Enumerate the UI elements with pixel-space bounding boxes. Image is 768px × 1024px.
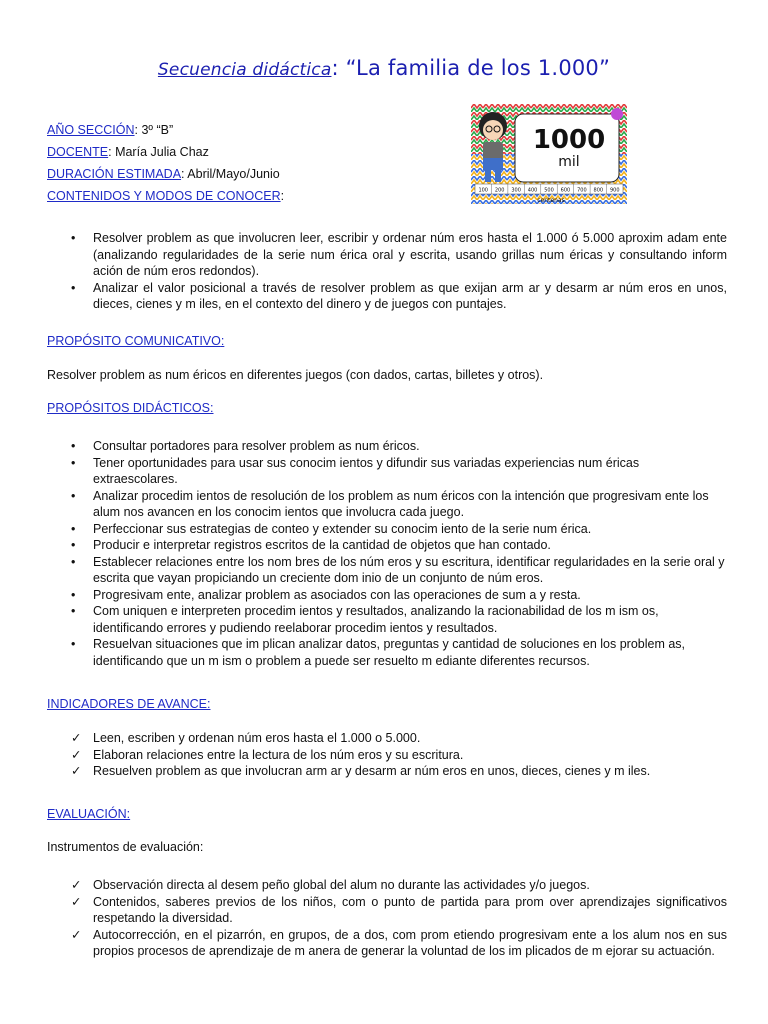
list-item <box>47 554 727 587</box>
badge-tick-label: 900 <box>610 187 620 194</box>
badge-tick-label: 300 <box>511 187 521 194</box>
checkmark-icon: ✓ <box>71 878 82 892</box>
list-item-text: Analizar el valor posicional a través de resolver problem as que exijan arm ar y desarm ar núm eros en unos, dieces, cienes y m iles, en el contexto del dinero y de juegos con puntajes. <box>93 280 727 311</box>
badge-tick-label: 100 <box>478 187 488 194</box>
flower-icon <box>611 108 623 120</box>
list-item <box>47 636 727 669</box>
list-item-text: Progresivam ente, analizar problem as asociados con las operaciones de sum a y resta. <box>93 587 581 602</box>
evaluacion-section <box>47 806 727 855</box>
list-item-text: Autocorrección, en el pizarrón, en grupos, de a dos, com prom etiendo progresivam ente a los alum nos en sus propios procesos de aprendizaje de m anera de generar la voluntad de los im plicados de m ejorar su actuación. <box>93 927 727 958</box>
info-label: DURACIÓN ESTIMADA <box>47 167 182 181</box>
page-title <box>0 56 768 80</box>
list-item <box>47 747 727 764</box>
indicadores-list <box>47 730 727 780</box>
bullet-icon: • <box>71 439 76 453</box>
thousand-badge-image <box>471 104 627 204</box>
list-item <box>47 230 727 280</box>
section-heading-colon: : <box>207 697 211 711</box>
list-item <box>47 763 727 780</box>
badge-tick-label: 200 <box>494 187 505 194</box>
bullet-icon: • <box>71 455 76 470</box>
badge-tick-label: 500 <box>544 187 554 194</box>
section-heading-colon: : <box>210 401 214 415</box>
list-item-text: Tener oportunidades para usar sus conocim ientos y difundir sus variadas experiencias num éricas extraescolares. <box>93 455 640 486</box>
checkmark-icon: ✓ <box>71 731 82 745</box>
checkmark-icon: ✓ <box>71 894 82 909</box>
info-value: : María Julia Chaz <box>108 145 209 159</box>
info-label: DOCENTE <box>47 145 109 159</box>
list-item-text: Resuelven problem as que involucran arm ar y desarm ar núm eros en unos, dieces, cienes y m iles. <box>93 764 651 778</box>
bullet-icon: • <box>71 280 76 295</box>
list-item <box>47 730 727 747</box>
bullet-icon: • <box>71 521 76 536</box>
bullet-icon: • <box>71 637 76 651</box>
list-item-text: Establecer relaciones entre los nom bres de los núm eros y su escritura, identificar regularidades en la serie oral y escrita que vayan propiciando un creciente dom inio de un conjunto de núm eros. <box>93 554 725 585</box>
info-row-anio <box>47 119 284 141</box>
badge-caption: centenas <box>537 197 565 204</box>
section-heading: INDICADORES DE AVANCE <box>47 697 207 711</box>
propositos-didacticos-list <box>47 438 727 669</box>
section-heading: PROPÓSITO COMUNICATIVO <box>47 334 221 348</box>
bullet-icon: • <box>71 587 76 602</box>
list-item <box>47 603 727 636</box>
section-heading: EVALUACIÓN: <box>47 807 131 821</box>
info-value: : Abril/Mayo/Junio <box>181 167 280 181</box>
section-heading: PROPÓSITOS DIDÁCTICOS <box>47 401 210 415</box>
instrumentos-label: Instrumentos de evaluación: <box>47 839 204 854</box>
info-label: AÑO SECCIÓN <box>47 123 135 137</box>
list-item <box>47 587 727 604</box>
list-item-text: Producir e interpretar registros escritos de la cantidad de objetos que han contado. <box>93 538 551 552</box>
checkmark-icon: ✓ <box>71 927 82 942</box>
propositos-didacticos-heading-block <box>47 400 727 417</box>
bullet-icon: • <box>71 488 76 503</box>
list-item <box>47 488 727 521</box>
propositos-didacticos-list-block <box>47 438 727 669</box>
badge-word: mil <box>558 154 580 170</box>
list-item <box>47 894 727 927</box>
info-label: CONTENIDOS Y MODOS DE CONOCER <box>47 189 281 203</box>
proposito-comunicativo-section <box>47 333 727 383</box>
list-item-text: Resuelvan situaciones que im plican analizar datos, preguntas y cantidad de soluciones en los problem as, identificando que un m ism o problem a puede ser resuelto m ediante diferentes recursos. <box>93 637 686 668</box>
title-part1: Secuencia didáctica <box>157 60 332 80</box>
indicadores-list-block <box>47 730 727 780</box>
checkmark-icon: ✓ <box>71 764 82 778</box>
list-item <box>47 877 727 894</box>
list-item-text: Elaboran relaciones entre la lectura de los núm eros y su escritura. <box>93 747 464 762</box>
list-item-text: Consultar portadores para resolver problem as num éricos. <box>93 439 420 453</box>
list-item <box>47 927 727 960</box>
bullet-icon: • <box>71 554 76 569</box>
badge-tick-label: 700 <box>577 187 587 194</box>
list-item-text: Analizar procedim ientos de resolución de los problem as num éricos con la intención que progresivam ente los alum nos avancen en los conocim ientos que involucra cada juego. <box>93 488 709 519</box>
list-item <box>47 438 727 455</box>
info-value: : 3º “B” <box>134 123 174 137</box>
title-part2: “La familia de los 1.000” <box>338 56 611 80</box>
info-row-docente <box>47 141 284 163</box>
list-item <box>47 455 727 488</box>
list-item-text: Contenidos, saberes previos de los niños, com o punto de partida para prom over aprendizajes significativos respetando la diversidad. <box>93 894 727 925</box>
bullet-icon: • <box>71 604 76 618</box>
checkmark-icon: ✓ <box>71 747 82 762</box>
list-item-text: Observación directa al desem peño global del alum no durante las actividades y/o juegos. <box>93 878 590 892</box>
list-item-text: Resolver problem as que involucren leer, escribir y ordenar núm eros hasta el 1.000 ó 5.000 aproxim adam ente (analizando regularidades de la serie num érica oral y escrita, usando grillas num éricas y consultando inform ación de núm eros redondos). <box>93 231 727 278</box>
list-item-text: Com uniquen e interpreten procedim ientos y resultados, analizando la racionabilidad de los m ism os, identificando errores y pudiendo reelaborar procedim ientos y resultados. <box>93 604 659 635</box>
info-row-contenidos <box>47 185 284 207</box>
info-block <box>47 119 284 207</box>
number-line <box>475 184 623 194</box>
badge-tick-label: 600 <box>560 187 571 194</box>
contenidos-list-block <box>47 230 727 313</box>
badge-number: 1000 <box>532 125 606 155</box>
list-item <box>47 280 727 313</box>
bullet-icon: • <box>71 538 76 552</box>
badge-tick-label: 400 <box>527 187 538 194</box>
list-item <box>47 537 727 554</box>
bullet-icon: • <box>71 231 76 245</box>
list-item-text: Leen, escriben y ordenan núm eros hasta el 1.000 o 5.000. <box>93 731 421 745</box>
evaluacion-list-block <box>47 877 727 960</box>
section-heading-colon: : <box>220 334 225 348</box>
contenidos-list <box>47 230 727 313</box>
list-item-text: Perfeccionar sus estrategias de conteo y extender su conocim iento de la serie num érica. <box>93 521 592 536</box>
badge-tick-label: 800 <box>593 187 604 194</box>
list-item <box>47 521 727 538</box>
title-colon: : <box>331 56 339 80</box>
info-row-duracion <box>47 163 284 185</box>
evaluacion-list <box>47 877 727 960</box>
info-value: : <box>280 189 285 203</box>
section-text: Resolver problem as num éricos en diferentes juegos (con dados, cartas, billetes y otros). <box>47 367 544 382</box>
indicadores-heading-block <box>47 696 727 713</box>
